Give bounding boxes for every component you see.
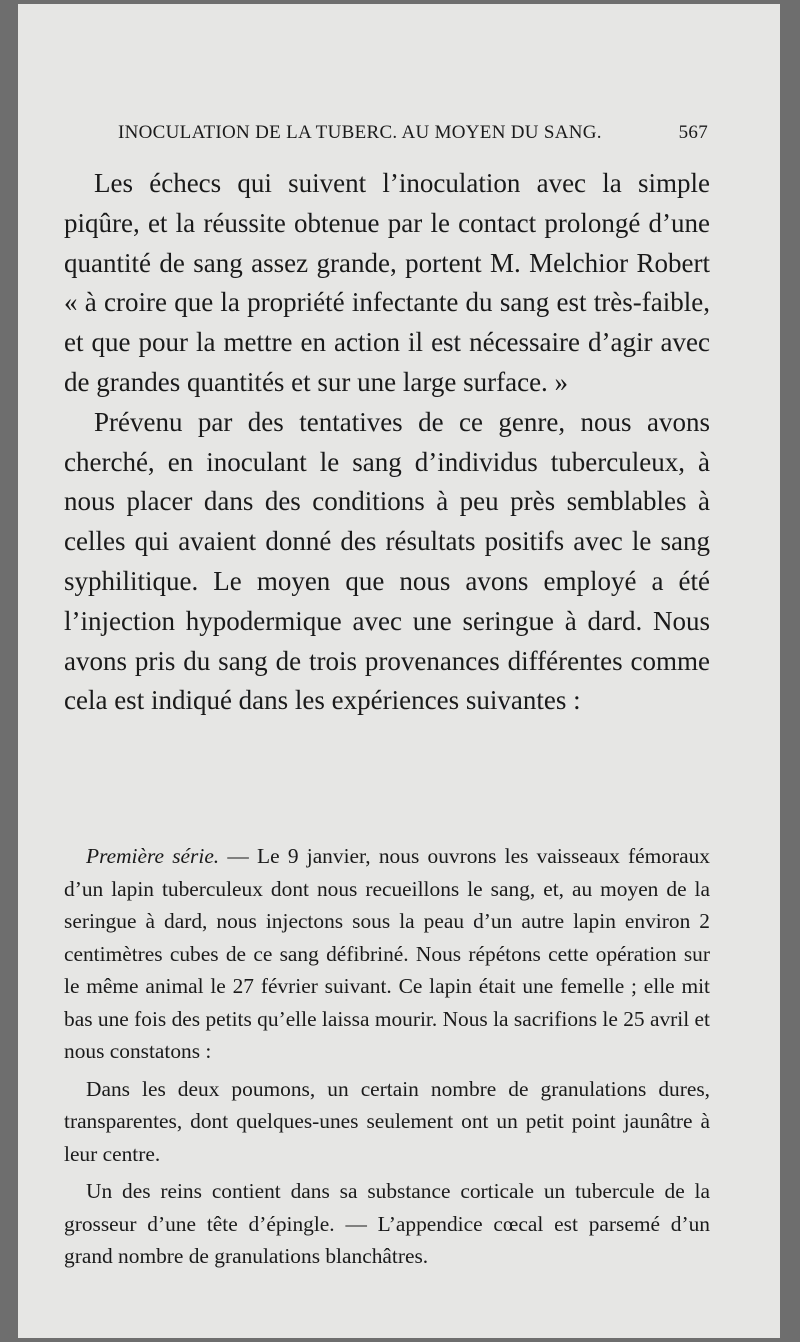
book-page <box>18 4 780 1338</box>
series-description: — Le 9 janvier, nous ouvrons les vaisseaux fémoraux d’un lapin tuberculeux dont nous recueillons le sang, et, au moyen de la seringue à dard, nous injectons sous la peau d’un autre lapin environ 2 centimètres cubes de ce sang défibriné. Nous répétons cette opération sur le même animal le 27 février suivant. Ce lapin était une femelle ; elle mit bas une fois des petits qu’elle laissa mourir. Nous la sacrifions le 25 avril et nous constatons : <box>64 844 711 1063</box>
finding-paragraph: Un des reins contient dans sa substance corticale un tubercule de la grosseur d’une tête d’épingle. — L’appendice cœcal est parsemé d’un grand nombre de granulations blanchâtres. <box>64 1179 710 1268</box>
experiment-text <box>64 840 710 1273</box>
finding-paragraph: Dans les deux poumons, un certain nombre de granulations dures, transparentes, dont quelques-unes seulement ont un petit point jaunâtre à leur centre. <box>64 1076 710 1166</box>
running-head-title: INOCULATION DE LA TUBERC. AU MOYEN DU SANG. <box>118 122 602 143</box>
main-text <box>64 164 710 721</box>
series-label: Première série. <box>86 844 220 868</box>
running-head <box>118 122 708 144</box>
page-number: 567 <box>678 122 708 143</box>
paragraph: Prévenu par des tentatives de ce genre, nous avons cherché, en inoculant le sang d’individus tuberculeux, à nous placer dans des conditions à peu près semblables à celles qui avaient donné des résultats positifs avec le sang syphilitique. Le moyen que nous avons employé a été l’injection hypodermique avec une seringue à dard. Nous avons pris du sang de trois provenances différentes comme cela est indiqué dans les expériences suivantes : <box>64 406 710 716</box>
experiment-paragraph <box>64 840 710 1068</box>
paragraph: Les échecs qui suivent l’inoculation avec la simple piqûre, et la réussite obtenue par le contact prolongé d’une quantité de sang assez grande, portent M. Melchior Robert « à croire que la propriété infectante du sang est très-faible, et que pour la mettre en action il est nécessaire d’agir avec de grandes quantités et sur une large surface. » <box>64 168 710 397</box>
